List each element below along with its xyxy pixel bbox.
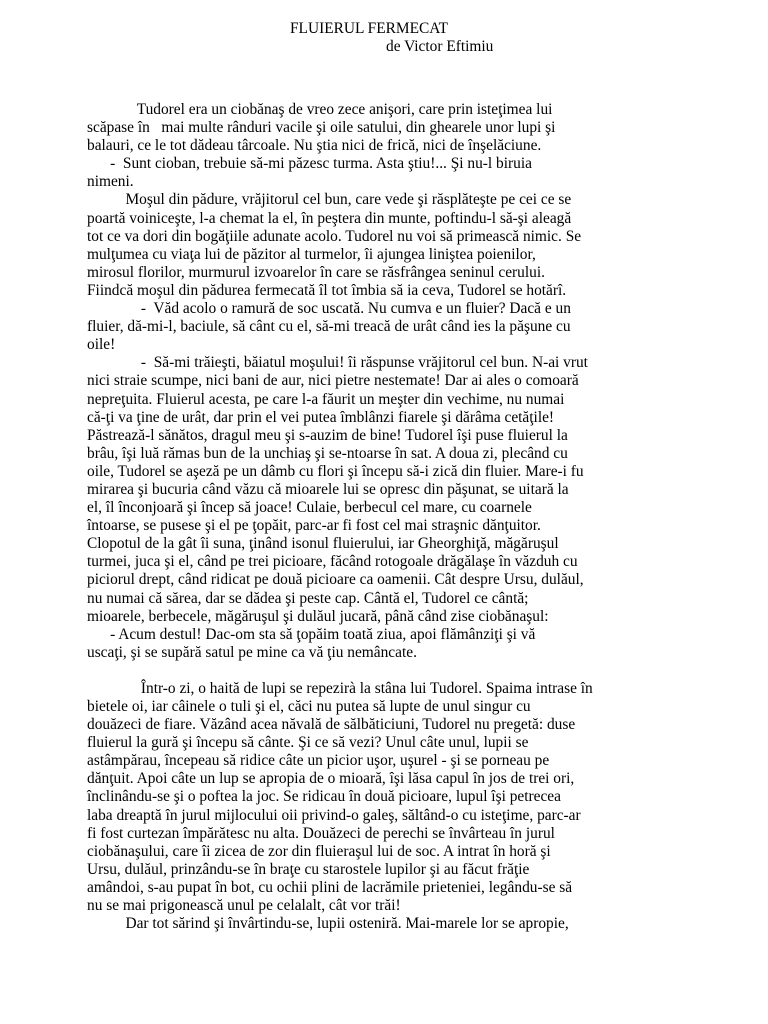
story-text: [87, 101, 667, 933]
document-title: FLUIERUL FERMECAT: [290, 20, 449, 37]
document-author: de Victor Eftimiu: [386, 38, 494, 55]
story-section-1: Tudorel era un ciobănaş de vreo zece anişori, care prin isteţimea lui scăpase în mai multe rânduri vacile şi oile satului, din ghearele unor lupi şi balauri, ce le tot dădeau târcoale. Nu ştia nici de frică, nici de înşelăciune. - Sunt cioban, trebuie să-mi păzesc turma. Asta ştiu!... Şi nu-l biruia nimeni. Moşul din pădure, vrăjitorul cel bun, care vede şi răsplăteşte pe cei ce se poartă voiniceşte, l-a chemat la el, în peştera din munte, poftindu-l să-şi aleagă tot ce va dori din bogăţiile adunate acolo. Tudorel nu voi să primească nimic. Se mulţumea cu viaţa lui de păzitor al turmelor, îi ajungea liniştea poienilor, mirosul florilor, murmurul izvoarelor în care se răsfrângea seninul cerului. Fiindcă moşul din pădurea fermecată îl tot îmbia să ia ceva, Tudorel se hotărî. - Văd acolo o ramură de soc uscată. Nu cumva e un fluier? Dacă e un fluier, dă-mi-l, baciule, să cânt cu el, să-mi treacă de urât când ies la păşune cu oile! - Să-mi trăieşti, băiatul moşului! îi răspunse vrăjitorul cel bun. N-ai vrut nici straie scumpe, nici bani de aur, nici pietre nestemate! Dar ai ales o comoară nepreţuita. Fluierul acesta, pe care l-a făurit un meşter din vechime, nu numai că-ţi va ţine de urât, dar prin el vei putea îmblânzi fiarele şi dărâma cetăţile! Păstrează-l sănătos, dragul meu şi s-auzim de bine! Tudorel îşi puse fluierul la brâu, îşi luă rămas bun de la unchiaş şi se-ntoarse în sat. A doua zi, plecând cu oile, Tudorel se aşeză pe un dâmb cu flori şi începu să-i zică din fluier. Mare-i fu mirarea şi bucuria când văzu că mioarele lui se opresc din păşunat, se uitară la el, îl înconjoară şi încep să joace! Culaie, berbecul cel mare, cu coarnele întoarse, se pusese şi el pe ţopăit, parc-ar fi fost cel mai straşnic dănţuitor. Clopotul de la gât îi suna, ţinând isonul fluierului, iar Gheorghiţă, măgăruşul turmei, juca şi el, când pe trei picioare, făcând rotogoale drăgălaşe în văzduh cu piciorul drept, când ridicat pe două picioare ca oamenii. Cât despre Ursu, dulăul, nu numai că sărea, dar se dădea şi peste cap. Cântă el, Tudorel ce cântă; mioarele, berbecele, măgăruşul şi dulăul jucară, până când zise ciobănaşul: - Acum destul! Dac-om sta să ţopăim toată ziua, apoi flămânziţi şi vă uscaţi, şi se supără satul pe mine ca vă ţiu nemâncate.: [87, 101, 588, 661]
story-section-2: Într-o zi, o haită de lupi se repezirà la stâna lui Tudorel. Spaima intrase în bietele oi, iar câinele o tuli şi el, căci nu putea să lupte de unul singur cu douăzeci de fiare. Văzând acea năvală de sălbăticiuni, Tudorel nu pregetă: duse fluierul la gură şi începu să cânte. Şi ce să vezi? Unul câte unul, lupii se astâmpărau, începeau să ridice câte un picior uşor, uşurel - şi se porneau pe dănţuit. Apoi câte un lup se apropia de o mioară, îşi lăsa capul în jos de trei ori, înclinându-se şi o poftea la joc. Se ridicau în două picioare, lupul îşi petrecea laba dreaptă în jurul mijlocului oii privind-o galeş, săltând-o cu isteţime, parc-ar fi fost curtezan împărătesc nu alta. Douăzeci de perechi se învârteau în jurul ciobănaşului, care îi zicea de zor din fluieraşul lui de soc. A intrat în horă şi Ursu, dulăul, prinzându-se în braţe cu starostele lupilor şi au făcut frăţie amândoi, s-au pupat în bot, cu ochii plini de lacrămile prieteniei, legându-se să nu se mai prigonească unul pe celalalt, cât vor trăi! Dar tot sărind şi învârtindu-se, lupii osteniră. Mai-marele lor se apropie,: [87, 679, 593, 933]
